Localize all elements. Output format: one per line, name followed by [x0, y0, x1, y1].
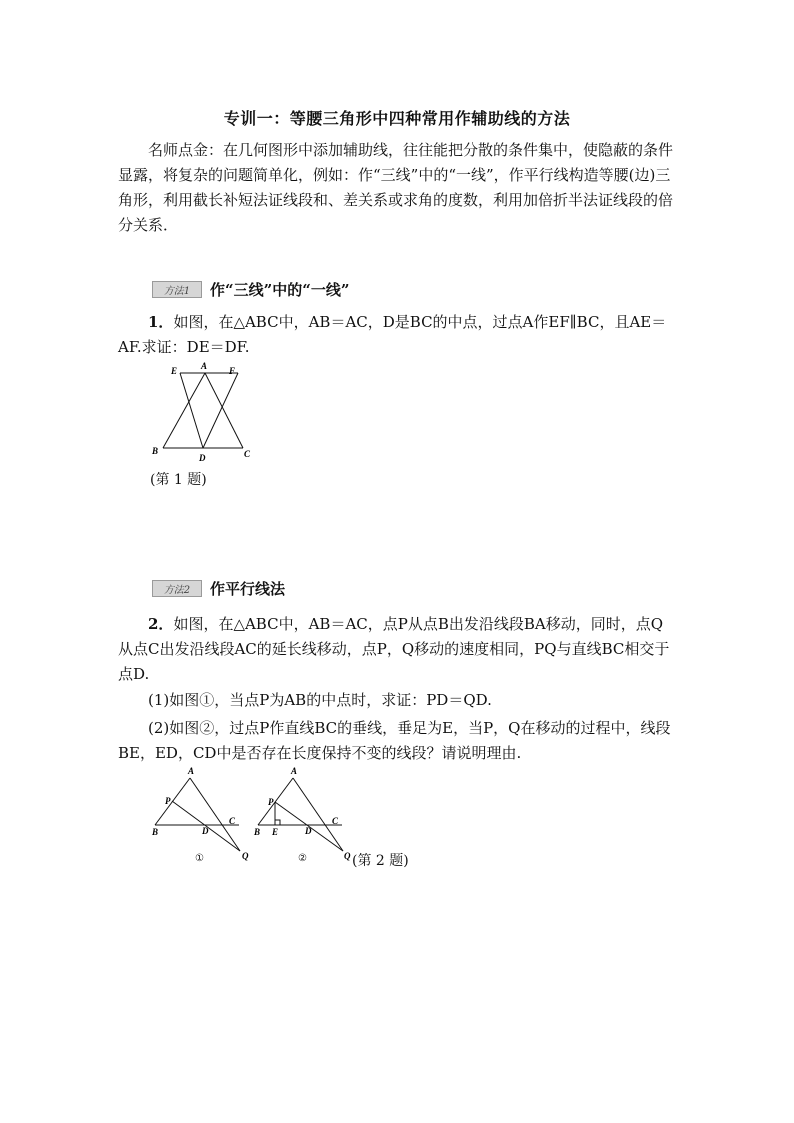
label-B: B	[152, 446, 159, 456]
method-1-header	[152, 279, 350, 299]
question-2-part-2: (2)如图②，过点P作直线BC的垂线，垂足为E，当P，Q在移动的过程中，线段BE，ED，CD中是否存在长度保持不变的线段？请说明理由.	[118, 719, 671, 762]
question-1-number: 1．	[148, 313, 174, 331]
label-Q: Q	[242, 851, 249, 861]
right-angle-mark	[275, 820, 280, 825]
label-A: A	[201, 361, 208, 371]
label-B: B	[152, 827, 159, 837]
figure-1	[145, 360, 265, 470]
label-E: E	[171, 366, 178, 376]
figure-1-caption: (第 1 题)	[150, 472, 207, 488]
label-E: E	[272, 827, 279, 837]
page-title: 专训一：等腰三角形中四种常用作辅助线的方法	[223, 109, 571, 128]
method-2-badge: 方法2	[152, 580, 202, 597]
intro-paragraph: 名师点金：在几何图形中添加辅助线，往往能把分散的条件集中，使隐蔽的条件显露，将复杂的问题简单化，例如：作“三线”中的“一线”，作平行线构造等腰(边)三角形，利用截长补短法证线段和、差关系或求角的度数，利用加倍折半法证线段的倍分关系．	[118, 141, 674, 234]
question-2-number: 2．	[148, 615, 174, 633]
method-2-title: 作平行线法	[210, 579, 286, 598]
figure-2-1-label: ①	[195, 853, 204, 864]
label-C: C	[332, 816, 339, 826]
method-1-badge: 方法1	[152, 281, 202, 298]
label-C: C	[244, 449, 251, 459]
figure-2-1	[145, 765, 260, 865]
label-C: C	[229, 816, 236, 826]
method-1-title: 作“三线”中的“一线”	[210, 280, 350, 299]
question-1-text: 如图，在△ABC中，AB＝AC，D是BC的中点，过点A作EF∥BC，且AE＝AF.求证：DE＝DF.	[118, 313, 667, 356]
figure-2-caption: (第 2 题)	[352, 853, 409, 869]
label-F: F	[229, 366, 236, 376]
label-D: D	[199, 453, 206, 463]
label-P: P	[165, 796, 171, 806]
line-FD	[203, 373, 238, 448]
figure-2-2-label: ②	[298, 853, 307, 864]
line-AB	[163, 373, 205, 448]
label-B: B	[254, 827, 261, 837]
method-2-header	[152, 578, 285, 598]
label-A: A	[291, 766, 298, 776]
label-D: D	[202, 826, 209, 836]
line-AC	[205, 373, 243, 448]
label-P: P	[268, 797, 274, 807]
figure-2-2	[250, 765, 360, 865]
label-D: D	[305, 826, 312, 836]
line-AQ	[293, 778, 343, 851]
line-AQ	[190, 778, 240, 851]
label-A: A	[188, 766, 195, 776]
question-1	[118, 310, 678, 360]
question-2-part-1: (1)如图①，当点P为AB的中点时，求证：PD＝QD.	[148, 691, 492, 709]
label-Q: Q	[344, 851, 351, 861]
question-2-text: 如图，在△ABC中，AB＝AC，点P从点B出发沿线段BA移动，同时，点Q从点C出发沿线段AC的延长线移动，点P，Q移动的速度相同，PQ与直线BC相交于点D.	[118, 615, 670, 683]
question-2	[118, 612, 678, 687]
